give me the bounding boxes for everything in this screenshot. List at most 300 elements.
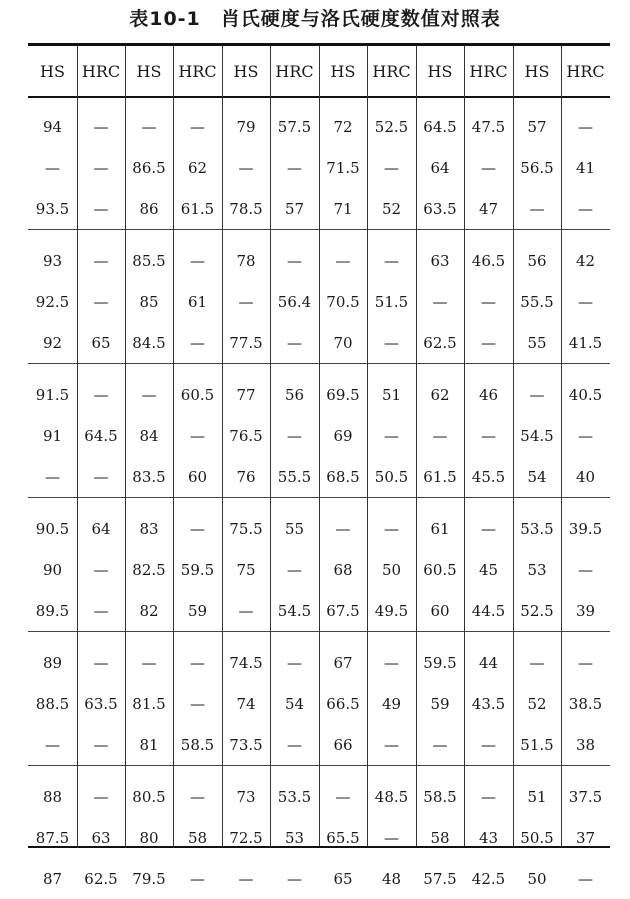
hs-value-cell: 72 [333,117,353,136]
spacer-cell [513,230,561,241]
hrc-value-cell: 37.5 [568,787,603,806]
hs-value-cell: 58.5 [423,787,457,806]
hs-value-cell: 77 [236,385,256,404]
hs-value-cell: — [28,456,77,498]
hs-value-cell: 53.5 [520,519,554,538]
hrc-value-cell: — [578,560,593,579]
spacer-cell [125,230,173,241]
spacer-cell [125,498,173,509]
spacer-cell [319,632,367,643]
hrc-value-cell: — [367,724,416,766]
column-divider [513,46,514,846]
hrc-value-cell: — [93,292,109,311]
hs-value-cell: 66 [319,724,367,766]
hs-value-cell: 62.5 [416,322,464,364]
hrc-value-cell: 54.5 [270,590,319,632]
hrc-value-cell: — [173,322,222,364]
hs-value-cell: 71 [319,188,367,230]
spacer-cell [513,96,561,106]
spacer-cell [222,96,270,106]
hs-value-cell: 68 [333,560,353,579]
spacer-cell [125,364,173,375]
hs-value-cell: 64.5 [423,117,457,136]
hs-value-cell: — [529,653,545,672]
hrc-value-cell: — [93,560,109,579]
hs-value-cell: 63 [430,251,450,270]
spacer-cell [561,632,610,643]
spacer-cell [416,364,464,375]
hs-value-cell: 93.5 [28,188,77,230]
spacer-cell [270,498,319,509]
hs-value-cell: 86 [125,188,173,230]
hrc-value-cell: — [481,426,496,445]
hrc-value-cell: 50 [381,560,402,579]
hs-value-cell: 69.5 [326,385,360,404]
column-header: HRC [372,61,411,81]
spacer-cell [173,498,222,509]
column-divider [367,46,368,846]
column-divider [222,46,223,846]
hs-value-cell: 89.5 [28,590,77,632]
column-divider [319,46,320,846]
hs-value-cell: — [432,292,448,311]
hs-value-cell: 50.5 [520,828,554,847]
hrc-value-cell: 58.5 [173,724,222,766]
hs-value-cell: 69 [333,426,353,445]
hrc-value-cell: — [367,322,416,364]
hrc-value-cell: — [481,292,496,311]
hrc-value-cell: — [93,251,109,270]
hrc-value-cell: — [561,188,610,230]
spacer-cell [125,632,173,643]
spacer-cell [28,766,77,777]
hrc-value-cell: — [77,188,125,230]
hrc-value-cell: — [287,251,302,270]
hs-value-cell: 91 [42,426,63,445]
hrc-value-cell: — [93,653,109,672]
spacer-cell [367,364,416,375]
hs-value-cell: 58 [430,828,450,847]
hrc-value-cell: — [384,828,399,847]
spacer-cell [561,230,610,241]
hs-value-cell: 64 [430,158,450,177]
hs-value-cell: 65.5 [326,828,360,847]
hs-value-cell: 61.5 [416,456,464,498]
hrc-value-cell: — [481,787,496,806]
hrc-value-cell: — [190,653,205,672]
spacer-cell [464,632,513,643]
hs-value-cell: — [222,590,270,632]
hs-value-cell: 75 [236,560,256,579]
column-divider [125,46,126,846]
hrc-value-cell: — [77,590,125,632]
spacer-cell [464,498,513,509]
hs-value-cell: 65 [333,869,353,888]
hrc-value-cell: 63 [91,828,111,847]
hs-value-cell: 92.5 [35,292,70,311]
spacer-cell [464,96,513,106]
hrc-value-cell: 55.5 [270,456,319,498]
hs-value-cell: — [335,251,351,270]
spacer-cell [367,230,416,241]
hs-value-cell: 88 [42,787,63,806]
hrc-value-cell: 42.5 [471,869,506,888]
hs-value-cell: — [141,653,157,672]
hrc-value-cell: — [93,787,109,806]
hs-value-cell: 67.5 [319,590,367,632]
hrc-value-cell: — [578,117,593,136]
hs-value-cell: 80.5 [132,787,166,806]
spacer-cell [125,96,173,106]
hs-value-cell: 79 [236,117,256,136]
hs-value-cell: 89 [42,653,63,672]
hs-value-cell: — [28,724,77,766]
hs-value-cell: — [529,385,545,404]
spacer-cell [416,632,464,643]
hrc-value-cell: — [481,519,496,538]
hs-value-cell: — [238,158,254,177]
hs-value-cell: 57 [527,117,547,136]
hrc-value-cell: — [93,158,109,177]
hrc-value-cell: — [190,426,205,445]
spacer-cell [270,364,319,375]
hrc-value-cell: — [77,724,125,766]
hrc-value-cell: 52 [367,188,416,230]
hs-value-cell: 84.5 [125,322,173,364]
hs-value-cell: 54.5 [520,426,554,445]
spacer-cell [28,364,77,375]
hs-value-cell: 50 [527,869,547,888]
hs-value-cell: 51.5 [513,724,561,766]
hrc-value-cell: — [270,724,319,766]
hrc-value-cell: — [578,292,593,311]
hs-value-cell: — [416,724,464,766]
hs-value-cell: 55 [513,322,561,364]
spacer-cell [319,96,367,106]
spacer-cell [319,364,367,375]
hrc-value-cell: 59 [173,590,222,632]
column-divider [416,46,417,846]
spacer-cell [77,498,125,509]
spacer-cell [270,766,319,777]
spacer-cell [222,766,270,777]
hs-value-cell: 72.5 [229,828,263,847]
spacer-cell [28,96,77,106]
hs-value-cell: 83 [139,519,159,538]
hrc-value-cell: — [287,869,302,888]
hs-value-cell: 54 [513,456,561,498]
spacer-cell [319,498,367,509]
hs-value-cell: — [45,158,60,177]
spacer-cell [222,498,270,509]
hrc-value-cell: 45.5 [464,456,513,498]
hs-value-cell: 67 [333,653,353,672]
spacer-cell [416,766,464,777]
spacer-cell [416,96,464,106]
column-header: HS [427,61,453,81]
spacer-cell [125,766,173,777]
hrc-value-cell: 37 [575,828,596,847]
spacer-cell [270,96,319,106]
hrc-value-cell: — [384,426,399,445]
spacer-cell [77,364,125,375]
column-header: HRC [469,61,508,81]
hrc-value-cell: 62.5 [84,869,118,888]
spacer-cell [77,96,125,106]
hrc-value-cell: 43.5 [471,694,506,713]
hs-value-cell: 60 [416,590,464,632]
spacer-cell [28,498,77,509]
hs-value-cell: 52 [527,694,547,713]
spacer-cell [561,96,610,106]
spacer-cell [513,364,561,375]
column-header: HS [233,61,259,81]
hs-value-cell: 83.5 [125,456,173,498]
hs-value-cell: — [335,787,351,806]
spacer-cell [416,230,464,241]
hrc-value-cell: 55 [284,519,305,538]
table-title: 表10-1 肖氏硬度与洛氏硬度数值对照表 [129,8,501,30]
spacer-cell [367,766,416,777]
hrc-value-cell: 40.5 [568,385,603,404]
spacer-cell [464,766,513,777]
hs-value-cell: 53 [527,560,547,579]
hs-value-cell: 93 [42,251,63,270]
hrc-value-cell: 43 [478,828,499,847]
hs-value-cell: 70.5 [326,292,360,311]
spacer-cell [319,230,367,241]
hs-value-cell: 92 [28,322,77,364]
spacer-cell [222,230,270,241]
hs-value-cell: 74.5 [229,653,263,672]
hrc-value-cell: 63.5 [84,694,118,713]
hrc-value-cell: — [384,519,399,538]
column-divider [77,46,78,846]
spacer-cell [173,766,222,777]
hrc-value-cell: — [384,251,399,270]
hrc-value-cell: — [464,724,513,766]
spacer-cell [367,498,416,509]
hs-value-cell: 81.5 [132,694,166,713]
hrc-value-cell: — [190,787,205,806]
column-header: HS [136,61,162,81]
hrc-value-cell: 49 [381,694,402,713]
column-header: HRC [81,61,121,81]
hrc-value-cell: — [93,117,109,136]
hrc-value-cell: — [287,560,302,579]
hrc-value-cell: — [384,158,399,177]
hs-value-cell: 76 [222,456,270,498]
spacer-cell [173,632,222,643]
hs-value-cell: 78 [236,251,256,270]
hrc-value-cell: — [384,653,399,672]
column-header: HS [40,61,65,81]
hrc-value-cell: 51.5 [374,292,409,311]
column-header: HRC [566,61,605,81]
hrc-value-cell: 58 [187,828,208,847]
hs-value-cell: 56.5 [520,158,554,177]
spacer-cell [513,766,561,777]
hrc-value-cell: 57 [270,188,319,230]
spacer-cell [319,766,367,777]
hs-value-cell: 87 [42,869,63,888]
column-divider [270,46,271,846]
hrc-value-cell: — [481,158,496,177]
hs-value-cell: — [513,188,561,230]
column-divider [173,46,174,846]
hrc-value-cell: 46 [478,385,499,404]
hs-value-cell: 90 [42,560,63,579]
hs-value-cell: 56 [527,251,547,270]
hrc-value-cell: 46.5 [471,251,506,270]
hrc-value-cell: 48.5 [374,787,409,806]
hrc-value-cell: 45 [478,560,499,579]
hrc-value-cell: 53 [284,828,305,847]
column-divider [561,46,562,846]
hs-value-cell: 52.5 [513,590,561,632]
hs-value-cell: 73 [236,787,256,806]
hs-value-cell: 68.5 [319,456,367,498]
spacer-cell [222,632,270,643]
hrc-value-cell: 42 [575,251,596,270]
hrc-value-cell: 53.5 [277,787,312,806]
column-header: HS [330,61,356,81]
hrc-value-cell: 39.5 [568,519,603,538]
hs-value-cell: 51 [527,787,547,806]
hs-value-cell: 60.5 [423,560,457,579]
hrc-value-cell: 59.5 [180,560,215,579]
spacer-cell [464,230,513,241]
hs-value-cell: 73.5 [222,724,270,766]
hrc-value-cell: 38 [561,724,610,766]
hs-value-cell: 66.5 [326,694,360,713]
hs-value-cell: 78.5 [222,188,270,230]
hs-value-cell: 87.5 [35,828,70,847]
hs-value-cell: 70 [319,322,367,364]
hrc-value-cell: — [93,385,109,404]
column-header: HS [524,61,550,81]
hs-value-cell: 82.5 [132,560,166,579]
hs-value-cell: 84 [139,426,159,445]
hrc-value-cell: — [270,322,319,364]
hs-value-cell: 88.5 [35,694,70,713]
hrc-value-cell: 41 [575,158,596,177]
hrc-value-cell: 56 [284,385,305,404]
spacer-cell [173,364,222,375]
hs-value-cell: — [335,519,351,538]
column-divider [464,46,465,846]
hs-value-cell: — [432,426,448,445]
hs-value-cell: — [141,117,157,136]
hs-value-cell: 81 [125,724,173,766]
hs-value-cell: 80 [139,828,159,847]
hrc-value-cell: — [578,426,593,445]
hrc-value-cell: — [287,653,302,672]
hs-value-cell: 57.5 [423,869,457,888]
hrc-value-cell: 51 [381,385,402,404]
hs-value-cell: 91.5 [35,385,70,404]
hrc-value-cell: 44 [478,653,499,672]
spacer-cell [173,230,222,241]
hrc-value-cell: 61.5 [173,188,222,230]
spacer-cell [173,96,222,106]
hrc-value-cell: 64.5 [84,426,118,445]
spacer-cell [561,766,610,777]
hs-value-cell: 79.5 [132,869,166,888]
hs-value-cell: 85 [139,292,159,311]
hs-value-cell: 61 [430,519,450,538]
hs-value-cell: 94 [42,117,63,136]
hs-value-cell: 59 [430,694,450,713]
hrc-value-cell: — [190,251,205,270]
spacer-cell [416,498,464,509]
table-row [28,858,610,899]
hs-value-cell: — [238,869,254,888]
hs-value-cell: 63.5 [416,188,464,230]
hrc-value-cell: 47.5 [471,117,506,136]
hrc-value-cell: — [190,869,205,888]
hs-value-cell: 76.5 [229,426,263,445]
hs-value-cell: 77.5 [222,322,270,364]
hrc-value-cell: — [77,456,125,498]
spacer-cell [513,498,561,509]
spacer-cell [464,364,513,375]
hs-value-cell: — [141,385,157,404]
hs-value-cell: 86.5 [132,158,166,177]
hrc-value-cell: — [287,158,302,177]
column-header: HRC [178,61,217,81]
hrc-value-cell: 41.5 [561,322,610,364]
hs-value-cell: — [238,292,254,311]
hs-value-cell: 82 [125,590,173,632]
hs-value-cell: 59.5 [423,653,457,672]
hrc-value-cell: 39 [561,590,610,632]
hrc-value-cell: 56.4 [277,292,312,311]
hrc-value-cell: 57.5 [277,117,312,136]
hrc-value-cell: — [578,869,593,888]
spacer-cell [270,230,319,241]
hrc-value-cell: 54 [284,694,305,713]
spacer-cell [367,632,416,643]
hrc-value-cell: 62 [187,158,208,177]
hs-value-cell: 75.5 [229,519,263,538]
spacer-cell [28,230,77,241]
hs-value-cell: 74 [236,694,256,713]
spacer-cell [28,632,77,643]
spacer-cell [367,96,416,106]
hrc-value-cell: 50.5 [367,456,416,498]
hrc-value-cell: 49.5 [367,590,416,632]
hrc-value-cell: 40 [561,456,610,498]
hrc-value-cell: — [190,519,205,538]
hrc-value-cell: 44.5 [464,590,513,632]
hs-value-cell: 90.5 [35,519,70,538]
spacer-cell [77,230,125,241]
hrc-value-cell: — [578,653,593,672]
hrc-value-cell: — [190,694,205,713]
hrc-value-cell: 64 [91,519,111,538]
hs-value-cell: 55.5 [520,292,554,311]
hrc-value-cell: 52.5 [374,117,409,136]
column-header: HRC [275,61,314,81]
hrc-value-cell: 60.5 [180,385,215,404]
hrc-value-cell: 47 [464,188,513,230]
hrc-value-cell: 61 [187,292,208,311]
hrc-value-cell: 48 [381,869,402,888]
hrc-value-cell: — [190,117,205,136]
hrc-value-cell: — [287,426,302,445]
spacer-cell [77,632,125,643]
